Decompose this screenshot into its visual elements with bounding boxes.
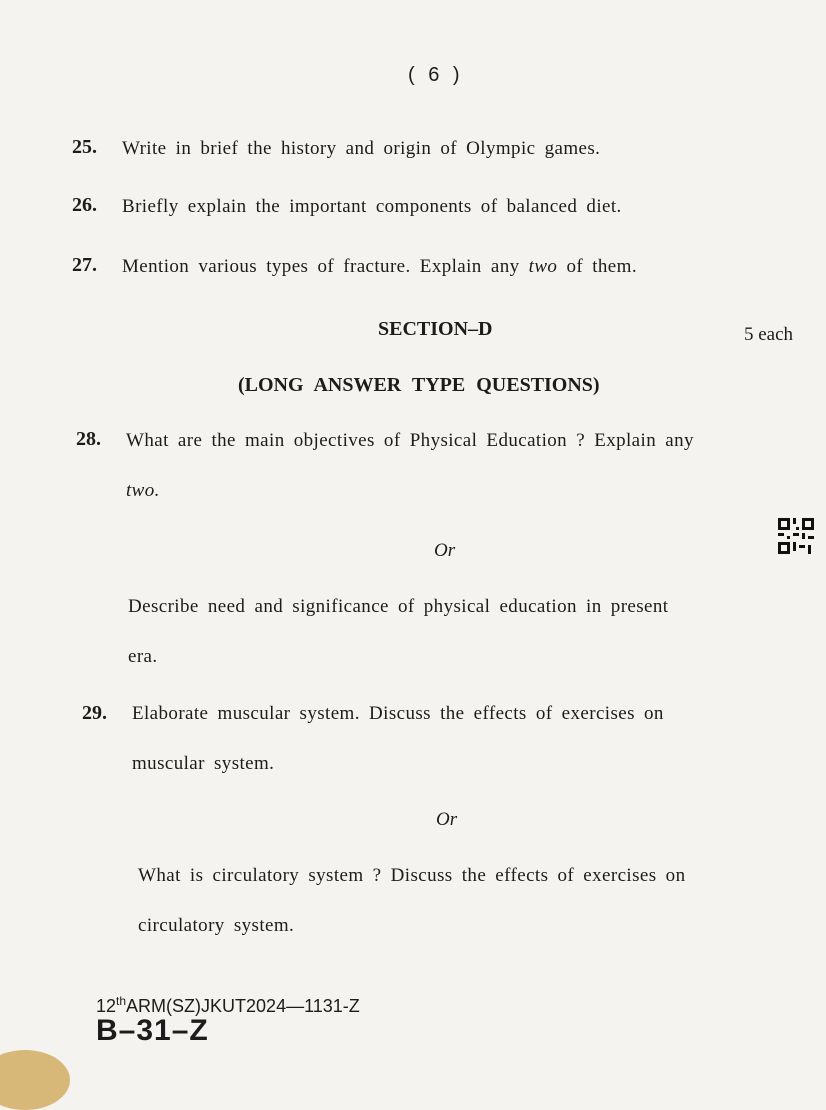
qr-code-icon [778, 518, 814, 554]
question-27-number: 27. [72, 254, 97, 276]
question-29-alt-line1: What is circulatory system ? Discuss the effects of exercises on [138, 865, 686, 886]
question-27-text [122, 256, 637, 278]
section-title: SECTION–D [378, 318, 493, 340]
question-25-number: 25. [72, 136, 97, 158]
question-28-line2: two. [126, 480, 160, 501]
footer-code-text: ARM(SZ)JKUT2024—1131-Z [126, 996, 360, 1016]
question-29-alt-line2: circulatory system. [138, 915, 295, 936]
question-28-line1: What are the main objectives of Physical Education ? Explain any [126, 430, 694, 451]
question-29-line1: Elaborate muscular system. Discuss the effects of exercises on [132, 703, 664, 724]
footer-grade-suffix: th [116, 994, 127, 1008]
question-28-alt-line1: Describe need and significance of physical education in present [128, 596, 669, 617]
section-subtitle: (LONG ANSWER TYPE QUESTIONS) [238, 374, 600, 396]
page-number: ( 6 ) [408, 64, 464, 86]
question-27-text-b: of them. [557, 256, 637, 277]
footer-grade: 12 [96, 996, 117, 1016]
question-25-text: Write in brief the history and origin of Olympic games. [122, 138, 601, 159]
question-26-text: Briefly explain the important components of balanced diet. [122, 196, 622, 217]
question-27-text-a: Mention various types of fracture. Explain any [122, 256, 529, 277]
question-29-number: 29. [82, 702, 107, 724]
question-29-or: Or [436, 809, 458, 830]
question-29-line2: muscular system. [132, 753, 275, 774]
question-28-alt-line2: era. [128, 646, 158, 667]
section-marks: 5 each [744, 324, 794, 345]
question-27-emphasis: two [528, 256, 558, 277]
question-28-or: Or [434, 540, 456, 561]
question-28-number: 28. [76, 428, 101, 450]
corner-stain [0, 1050, 70, 1110]
question-26-number: 26. [72, 194, 97, 216]
footer-paper-code: B–31–Z [96, 1014, 209, 1047]
